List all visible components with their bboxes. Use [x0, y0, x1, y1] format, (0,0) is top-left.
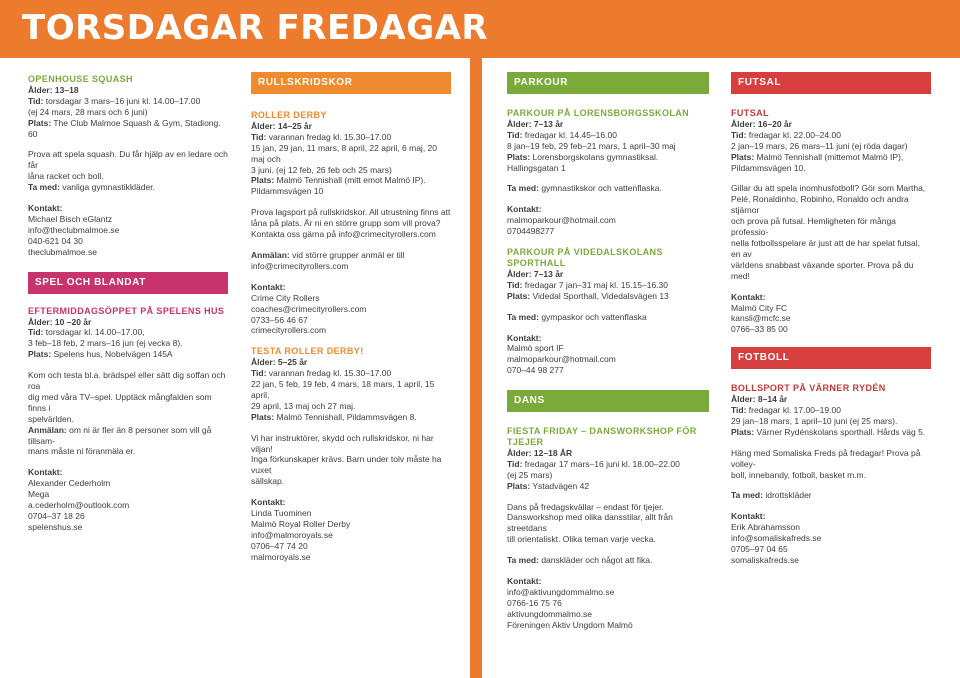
description: Prova lagsport på rullskridskor. All utrustning finns att: [251, 207, 451, 218]
contact-line: Malmö Royal Roller Derby: [251, 519, 351, 529]
section-heading-futsal: FUTSAL: [731, 108, 769, 118]
section-heading-bollsport: BOLLSPORT PÅ VÄRNER RYDÉN: [731, 383, 886, 394]
contact-line: Alexander Cederholm: [28, 478, 111, 489]
description: världens snabbast växande sporter. Prova på du med!: [731, 259, 914, 281]
contact-phone: 0704498277: [507, 226, 555, 237]
place: Plats: Videdal Sporthall, Videdalsvägen 13: [507, 290, 669, 301]
age: Ålder: 13–18: [28, 84, 79, 95]
place: Plats: Värner Rydénskolans sporthall. Hårds väg 5.: [731, 426, 926, 437]
contact-line: Michael Bisch eGlantz: [28, 213, 113, 224]
time-detail: 3 juni. (ej 12 feb, 26 feb och 25 mars): [251, 164, 392, 175]
contact-label: Kontakt:: [28, 467, 63, 478]
section-heading-testa: TESTA ROLLER DERBY!: [251, 346, 364, 357]
time: Tid: fredagar 7 jan–31 maj kl. 15.15–16.30: [507, 279, 668, 290]
age: Ålder: 8–14 år: [731, 394, 788, 405]
description: Prova att spela squash. Du får hjälp av en ledare och får: [28, 149, 228, 171]
contact-line: Malmö City FC: [731, 302, 788, 313]
category-bar-fotboll: FOTBOLL: [731, 347, 931, 369]
column-parkour-dans: [507, 72, 709, 631]
age: Ålder: 7–13 år: [507, 118, 564, 129]
contact-phone: 040-621 04 30: [28, 235, 83, 246]
category-bar-spel: SPEL OCH BLANDAT: [28, 272, 228, 294]
time: Tid: fredagar kl. 14.45–16.00: [507, 129, 617, 140]
registration: Anmälan: vid större grupper anmäl er till: [251, 249, 405, 260]
age: Ålder: 16–20 år: [731, 118, 792, 129]
time: Tid: fredagar kl. 22.00–24.00: [731, 129, 841, 140]
contact-website[interactable]: somaliskafreds.se: [731, 555, 800, 565]
description: Gillar du att spela inomhusfotboll? Gör som Martha,: [731, 183, 926, 194]
age: Ålder: 5–25 år: [251, 357, 308, 368]
description: Pelé, Ronaldinho, Robinho, Ronaldo och andra stjärnor: [731, 194, 909, 216]
place: Plats: Malmö Tennishall (mittemot Malmö IP),: [731, 151, 904, 162]
column-torsdagar: [28, 74, 228, 533]
place: Plats: The Club Malmoe Squash & Gym, Stadiong. 60: [28, 117, 221, 139]
section-heading-lorens: PARKOUR PÅ LORENSBORGSSKOLAN: [507, 108, 690, 118]
place: Plats: Malmö Tennishall (mitt emot Malmö IP).: [251, 175, 426, 186]
contact-phone: 0733–56 46 67: [251, 314, 308, 325]
description: spelvärlden.: [28, 413, 74, 424]
contact-website[interactable]: crimecityrollers.com: [251, 325, 327, 336]
contact-phone: 070–44 98 277: [507, 365, 564, 376]
place: Plats: Ystadvägen 42: [507, 480, 590, 491]
bring: Ta med: gympaskor och vattenflaska: [507, 311, 647, 322]
contact-line: Föreningen Aktiv Ungdom Malmö: [507, 619, 633, 630]
contact-line: Linda Tuominen: [251, 508, 312, 519]
column-futsal-fotboll: [731, 72, 931, 566]
registration: mans måste ni föranmäla er.: [28, 446, 136, 457]
contact-email[interactable]: info@theclubmalmoe.se: [28, 224, 120, 235]
place: Plats: Spelens hus, Nobelvägen 145A: [28, 349, 173, 360]
description: sällskap.: [251, 476, 285, 487]
contact-website[interactable]: spelenshus.se: [28, 521, 83, 532]
description: Kom och testa bl.a. brädspel eller sätt dig soffan och roa: [28, 370, 226, 392]
contact-email[interactable]: a.cederholm@outlook.com: [28, 500, 130, 511]
contact-label: Kontakt:: [507, 576, 542, 587]
time: Tid: fredagar kl. 17.00–19.00: [731, 405, 841, 416]
column-rullskridskor: [251, 72, 451, 563]
contact-email[interactable]: malmoparkour@hotmail.com: [507, 215, 616, 226]
contact-email[interactable]: info@somaliskafreds.se: [731, 533, 822, 544]
time-detail: (ej 24 mars, 28 mars och 6 juni): [28, 106, 148, 117]
description: Dansworkshop med olika dansstilar, allt från streetdans: [507, 512, 673, 534]
time-detail: 15 jan, 29 jan, 11 mars, 8 april, 22 april, 6 maj, 20 maj och: [251, 142, 437, 164]
description: Dans på fredagskvällar – endast för tjejer.: [507, 501, 664, 512]
section-heading-squash: OPENHOUSE SQUASH: [28, 74, 133, 84]
time-detail: 29 april, 13 maj och 27 maj.: [251, 400, 356, 411]
contact-phone: 0704–37 18 26: [28, 511, 85, 521]
time: Tid: varannan fredag kl. 15.30–17.00: [251, 368, 392, 379]
contact-phone: 0766-16 75 76: [507, 597, 562, 608]
description: Häng med Somaliska Freds på fredagar! Prova på volley-: [731, 447, 921, 469]
contact-phone: 0705–97 04 65: [731, 544, 788, 555]
contact-email[interactable]: malmoparkour@hotmail.com: [507, 354, 616, 365]
description: Inga förkunskaper krävs. Barn under tolv måste ha vuxet: [251, 454, 442, 476]
contact-line: Erik Abrahamsson: [731, 522, 800, 533]
page-title: TORSDAGAR FREDAGAR: [22, 8, 489, 48]
age: Ålder: 10 –20 år: [28, 316, 92, 327]
description: Kontakta oss gärna på info@crimecityrollers.com: [251, 229, 436, 240]
contact-website[interactable]: aktivungdommalmo.se: [507, 608, 593, 619]
contact-phone: 0766–33 85 00: [731, 324, 788, 335]
description: och prova på futsal. Hemligheten för många professio-: [731, 216, 896, 238]
description: låna racket och boll.: [28, 171, 104, 182]
bring: Ta med: vanliga gymnastikkläder.: [28, 182, 155, 193]
age: Ålder: 12–18 ÅR: [507, 447, 573, 458]
contact-line: Mega: [28, 489, 50, 500]
bring: Ta med: danskläder och något att fika.: [507, 555, 653, 566]
description: Vi har instruktörer, skydd och rullskridskor, ni har viljan!: [251, 432, 434, 454]
time-detail: 8 jan–19 feb, 29 feb–21 mars, 1 april–30 maj: [507, 140, 676, 151]
section-heading-spelens: EFTERMIDDAGSÖPPET PÅ SPELENS HUS: [28, 305, 225, 316]
category-bar-parkour: PARKOUR: [507, 72, 709, 94]
category-bar-futsal: FUTSAL: [731, 72, 931, 94]
place: Plats: Lorensborgskolans gymnastiksal. Hallingsgatan 1: [507, 151, 659, 173]
contact-label: Kontakt:: [731, 511, 766, 522]
section-heading-videdal: PARKOUR PÅ VIDEDALSKOLANS SPORTHALL: [507, 247, 663, 268]
time: Tid: varannan fredag kl. 15.30–17.00: [251, 131, 392, 142]
contact-email[interactable]: kansli@mcfc.se: [731, 313, 791, 324]
section-heading-fiesta: FIESTA FRIDAY – DANSWORKSHOP FÖR TJEJER: [507, 426, 697, 448]
contact-website[interactable]: theclubmalmoe.se: [28, 246, 97, 257]
section-heading-derby: ROLLER DERBY: [251, 110, 327, 120]
time-detail: 29 jan–18 mars, 1 april–10 juni (ej 25 mars).: [731, 415, 898, 426]
contact-label: Kontakt:: [507, 204, 542, 215]
contact-label: Kontakt:: [251, 497, 286, 508]
place: Plats: Malmö Tennishall, Pildammsvägen 8.: [251, 411, 417, 422]
bring: Ta med: idrottskläder: [731, 490, 812, 501]
place-detail: Pildammsvägen 10.: [731, 162, 806, 173]
contact-label: Kontakt:: [28, 203, 63, 214]
description: boll, innebandy, fotboll, basket m.m.: [731, 469, 866, 480]
time-detail: 3 feb–18 feb, 2 mars–16 jun (ej vecka 8).: [28, 338, 183, 349]
age: Ålder: 7–13 år: [507, 268, 564, 279]
bring: Ta med: gymnastikskor och vattenflaska.: [507, 183, 662, 194]
contact-email[interactable]: info@malmoroyals.se: [251, 529, 333, 540]
place-detail: Pildammsvägen 10: [251, 186, 324, 197]
time-detail: 22 jan, 5 feb, 19 feb, 4 mars, 18 mars, 1 april, 15 april,: [251, 379, 435, 400]
contact-label: Kontakt:: [731, 291, 766, 302]
contact-email[interactable]: info@aktivungdommalmo.se: [507, 587, 615, 597]
contact-phone: 0706–47 74 20: [251, 540, 308, 551]
category-bar-dans: DANS: [507, 390, 709, 412]
time-detail: (ej 25 mars): [507, 469, 553, 480]
contact-email[interactable]: coaches@crimecityrollers.com: [251, 303, 367, 314]
time: Tid: torsdagar 3 mars–16 juni kl. 14.00–17.00: [28, 95, 201, 106]
contact-line: Crime City Rollers: [251, 292, 320, 303]
time: Tid: fredagar 17 mars–16 juni kl. 18.00–22.00: [507, 458, 680, 469]
description: nella fotbollsspelare är just att de har spelat futsal, en av: [731, 237, 920, 259]
description: till orientaliskt. Olika teman varje vecka.: [507, 534, 656, 545]
registration-email[interactable]: info@crimecityrollers.com: [251, 260, 349, 271]
category-bar-rullskridskor: RULLSKRIDSKOR: [251, 72, 451, 94]
time: Tid: torsdagar kl. 14.00–17.00,: [28, 327, 145, 338]
contact-label: Kontakt:: [251, 281, 286, 292]
time-detail: 2 jan–19 mars, 26 mars–11 juni (ej röda dagar): [731, 140, 908, 151]
registration: Anmälan: om ni är fler än 8 personer som vill gå tillsam-: [28, 424, 212, 446]
contact-label: Kontakt:: [507, 332, 542, 343]
contact-website[interactable]: malmoroyals.se: [251, 551, 311, 562]
description: låna på plats. Är ni en större grupp som vill prova?: [251, 218, 441, 229]
age: Ålder: 14–25 år: [251, 120, 312, 131]
contact-line: Malmö sport IF: [507, 343, 564, 354]
description: dig med våra TV–spel. Upptäck mångfalden som finns i: [28, 391, 212, 413]
